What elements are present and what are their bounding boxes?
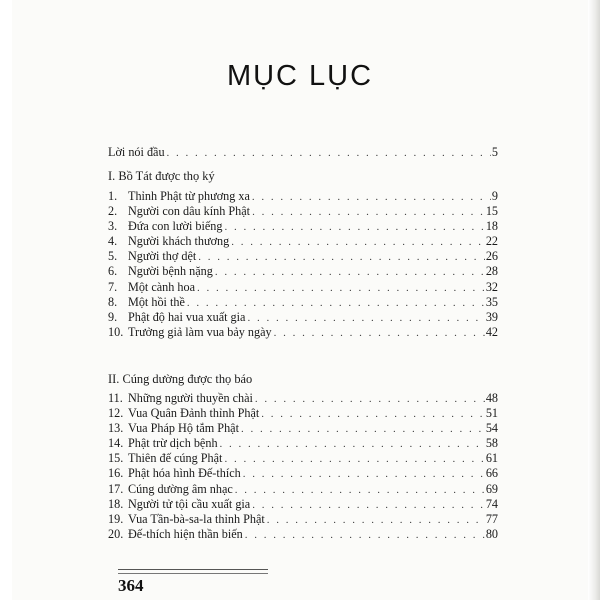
leader-dots bbox=[231, 235, 485, 250]
toc-entry-page: 18 bbox=[485, 219, 498, 234]
leader-dots bbox=[252, 190, 491, 205]
toc-entry-number: 8. bbox=[108, 294, 118, 309]
toc-entry-page: 15 bbox=[485, 204, 498, 219]
toc-entry-label: Cúng dường âm nhạc bbox=[128, 481, 233, 496]
toc-section-2 bbox=[108, 372, 498, 387]
toc-entry bbox=[108, 482, 498, 497]
leader-dots bbox=[198, 250, 485, 265]
toc-entry-label: Phật hóa hình Đế-thích bbox=[128, 466, 241, 481]
toc-entry bbox=[108, 512, 498, 527]
toc-entry bbox=[108, 527, 498, 542]
toc-entry bbox=[108, 280, 498, 295]
toc-entry bbox=[108, 497, 498, 512]
leader-dots bbox=[252, 205, 485, 220]
leader-dots bbox=[241, 422, 485, 437]
toc-entry bbox=[108, 219, 498, 234]
toc-entry-label: Người bệnh nặng bbox=[128, 264, 213, 279]
toc-entry bbox=[108, 145, 498, 160]
toc-entry-number: 14. bbox=[108, 436, 124, 451]
toc-entry bbox=[108, 391, 498, 406]
toc-entry bbox=[108, 264, 498, 279]
toc-entry bbox=[108, 249, 498, 264]
toc-entry-number: 13. bbox=[108, 421, 124, 436]
toc-entry-label: Một hồi thề bbox=[128, 294, 185, 309]
toc-entry bbox=[108, 310, 498, 325]
toc-entry-page: 54 bbox=[485, 421, 498, 436]
toc-entry-label: Phật độ hai vua xuất gia bbox=[128, 309, 246, 324]
toc-entry bbox=[108, 204, 498, 219]
toc-entry bbox=[108, 436, 498, 451]
toc-entry-number: 4. bbox=[108, 234, 118, 249]
toc-entry-number: 11. bbox=[108, 391, 123, 405]
toc-entry bbox=[108, 466, 498, 481]
toc-entry-number: 2. bbox=[108, 204, 118, 219]
toc-entry-label: Người con dâu kính Phật bbox=[128, 204, 251, 219]
toc-section-1 bbox=[108, 169, 498, 184]
toc-entry-label: Người khách thương bbox=[128, 234, 230, 249]
toc-entry-page: 58 bbox=[485, 436, 498, 451]
toc-entry-label: Đế-thích hiện thần biến bbox=[128, 526, 243, 541]
leader-dots bbox=[187, 296, 485, 311]
leader-dots bbox=[235, 483, 485, 498]
toc-entry-page: 28 bbox=[485, 264, 498, 279]
leader-dots bbox=[220, 437, 485, 452]
toc-entry-number: 15. bbox=[108, 451, 124, 466]
toc-intro bbox=[108, 145, 498, 160]
leader-dots bbox=[247, 311, 484, 326]
toc-entry-label: Vua Pháp Hộ tắm Phật bbox=[128, 421, 239, 436]
toc-entry-number: 20. bbox=[108, 526, 124, 541]
toc-entry-page: 48 bbox=[485, 391, 498, 405]
toc-entry-label: Đứa con lười biếng bbox=[128, 219, 223, 234]
toc-entry bbox=[108, 406, 498, 421]
footer-rule bbox=[118, 569, 268, 570]
toc-entry bbox=[108, 234, 498, 249]
leader-dots bbox=[224, 220, 484, 235]
leader-dots bbox=[224, 452, 484, 467]
toc-entry-number: 16. bbox=[108, 466, 124, 481]
toc-entry bbox=[108, 421, 498, 436]
toc-entry-page: 51 bbox=[485, 406, 498, 421]
toc-entry-page: 42 bbox=[485, 324, 498, 339]
toc-entry-page: 26 bbox=[485, 249, 498, 264]
toc-entry-label: Một cành hoa bbox=[128, 279, 196, 294]
toc-entry-label: Vua Quân Đảnh thỉnh Phật bbox=[128, 406, 260, 421]
toc-entry-number: 17. bbox=[108, 481, 124, 496]
toc-entry-page: 39 bbox=[485, 309, 498, 324]
toc-entry-label: Trưởng giả làm vua bảy ngày bbox=[128, 324, 272, 339]
leader-dots bbox=[267, 513, 485, 528]
toc-entry-page: 35 bbox=[485, 294, 498, 309]
toc-entry-label: Lời nói đầu bbox=[108, 145, 165, 159]
toc-entry-number: 7. bbox=[108, 279, 118, 294]
toc-entry-page: 77 bbox=[485, 511, 498, 526]
toc-entry-number: 5. bbox=[108, 249, 118, 264]
page-title: MỤC LỤC bbox=[226, 60, 374, 92]
leader-dots bbox=[274, 326, 485, 341]
toc-entry-label: Những người thuyền chài bbox=[128, 391, 253, 405]
leader-dots bbox=[243, 467, 485, 482]
toc-entry-page: 66 bbox=[485, 466, 498, 481]
page-number: 364 bbox=[118, 576, 144, 595]
toc-entry-page: 9 bbox=[491, 189, 498, 203]
toc-entry bbox=[108, 189, 498, 204]
toc-entry-number: 9. bbox=[108, 309, 118, 324]
leader-dots bbox=[197, 281, 485, 296]
toc-entry bbox=[108, 325, 498, 340]
toc-entry-label: Người thợ dệt bbox=[128, 249, 197, 264]
toc-entry-page: 32 bbox=[485, 279, 498, 294]
leader-dots bbox=[255, 392, 485, 407]
toc-entry-page: 22 bbox=[485, 234, 498, 249]
leader-dots bbox=[245, 528, 485, 543]
leader-dots bbox=[215, 265, 485, 280]
toc-entry-label: Thỉnh Phật từ phương xa bbox=[128, 189, 250, 203]
toc-entry-label: Thiên đế cúng Phật bbox=[128, 451, 223, 466]
toc-entry-label: Vua Tần-bà-sa-la thỉnh Phật bbox=[128, 511, 265, 526]
toc-entry-label: Phật trừ dịch bệnh bbox=[128, 436, 218, 451]
leader-dots bbox=[167, 146, 491, 161]
toc-entry-number: 12. bbox=[108, 406, 124, 421]
toc-entry-number: 6. bbox=[108, 264, 118, 279]
section-heading: II. Cúng dường được thọ báo bbox=[108, 372, 253, 386]
toc-entry-number: 19. bbox=[108, 511, 124, 526]
toc-entry-number: 3. bbox=[108, 219, 118, 234]
section-heading: I. Bồ Tát được thọ ký bbox=[108, 169, 215, 183]
toc-entry-label: Người tử tội cầu xuất gia bbox=[128, 496, 251, 511]
toc-section-1-items bbox=[108, 189, 498, 340]
footer-rule bbox=[118, 573, 268, 574]
toc-section-2-items bbox=[108, 391, 498, 542]
toc-entry-number: 1. bbox=[108, 189, 118, 203]
leader-dots bbox=[261, 407, 485, 422]
toc-entry-page: 80 bbox=[485, 526, 498, 541]
toc-entry-number: 10. bbox=[108, 324, 124, 339]
toc-entry-page: 5 bbox=[491, 145, 498, 159]
leader-dots bbox=[252, 498, 485, 513]
toc-entry-page: 74 bbox=[485, 496, 498, 511]
toc-entry bbox=[108, 451, 498, 466]
toc-entry bbox=[108, 295, 498, 310]
toc-entry-page: 69 bbox=[485, 481, 498, 496]
toc-entry-page: 61 bbox=[485, 451, 498, 466]
toc-entry-number: 18. bbox=[108, 496, 124, 511]
